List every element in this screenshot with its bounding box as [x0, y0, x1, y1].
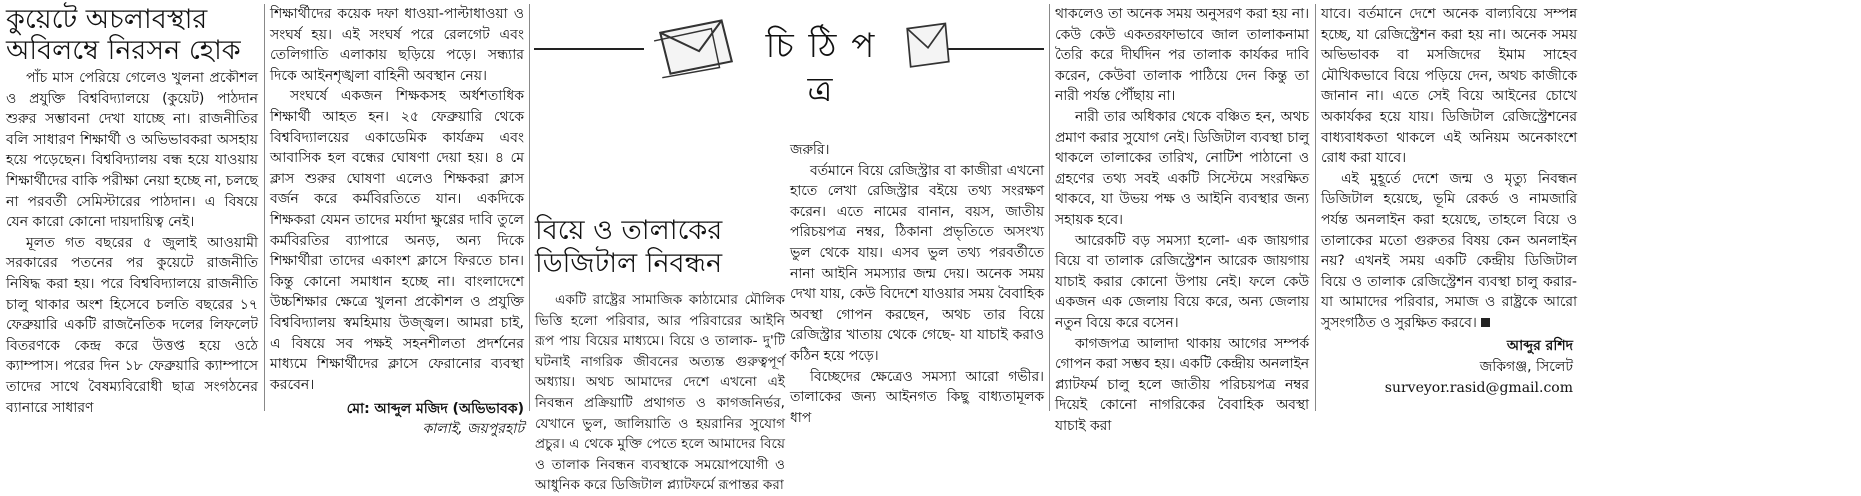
letter2-headline-line2: ডিজিটাল নিবন্ধন [535, 248, 723, 279]
paragraph: পাঁচ মাস পেরিয়ে গেলেও খুলনা প্রকৌশল ও প্রযুক্তি বিশ্ববিদ্যালয়ে (কুয়েট) পাঠদান শুরুর সম্ভাবনা দেখা যাচ্ছে না। রাজনীতির বলি সাধারণ শিক্ষার্থী ও অভিভাবকরা অসহায় হয়ে পড়েছেন। বিশ্ববিদ্যালয় বন্ধ হয়ে যাওয়ায় শিক্ষার্থীদের বাকি পরীক্ষা নেয়া হচ্ছে না, চলছে না পরবর্তী সেমিস্টারের পাঠদান। এ বিষয়ে যেন কারো কোনো দায়দায়িত্ব নেই। [6, 70, 258, 231]
letter2-column-c [1055, 0, 1309, 434]
column-divider [264, 4, 265, 411]
signature-email: surveyor.rasid@gmail.com [1384, 380, 1573, 396]
letter2-column-b [790, 140, 1044, 428]
letter1-headline-line1: কুয়েটে অচলাবস্থার [6, 4, 208, 35]
banner-title: চি ঠি প ত্র [765, 26, 877, 110]
paragraph: যাবে। বর্তমানে দেশে অনেক বাল্যবিয়ে সম্পন্ন হচ্ছে, যা রেজিস্ট্রেশন করা হয় না। অনেক সময় অভিভাবক বা মসজিদের ইমাম সাহেব মৌখিকভাবে বিয়ে পড়িয়ে দেন, অথচ কাজীকে জানান না। এতে সেই বিয়ে আইনের চোখে অকার্যকর হয়ে যায়। ডিজিটাল রেজিস্ট্রেশনের বাধ্যবাধকতা থাকলে এই অনিয়ম অনেকাংশে রোধ করা যাবে। [1321, 6, 1577, 167]
paragraph: কাগজপত্র আলাদা থাকায় আগের সম্পর্ক গোপন করা সম্ভব হয়। একটি কেন্দ্রীয় অনলাইন প্ল্যাটফর্ম চালু হলে জাতীয় পরিচয়পত্র নম্বর দিয়েই কোনো নাগরিকের বৈবাহিক অবস্থা যাচাই করা [1055, 335, 1309, 434]
paragraph: সংঘর্ষে একজন শিক্ষকসহ অর্ধশতাধিক শিক্ষার্থী আহত হন। ২৫ ফেব্রুয়ারি থেকে বিশ্ববিদ্যালয়ের একাডেমিক কার্যক্রম এবং আবাসিক হল বন্ধের ঘোষণা দেয়া হয়। ৪ মে ক্লাস শুরুর ঘোষণা এলেও শিক্ষকরা ক্লাস বর্জন করে কর্মবিরতিতে যান। একদিকে শিক্ষকরা যেমন তাদের মর্যাদা ক্ষুণ্ণের দাবি তুলে কর্মবিরতির ব্যাপারে অনড়, অন্য দিকে শিক্ষার্থীরা তাদের একাংশ ক্লাসে ফিরতে চান। কিন্তু কোনো সমাধান হচ্ছে না। বাংলাদেশে উচ্চশিক্ষার ক্ষেত্রে খুলনা প্রকৌশল ও প্রযুক্তি বিশ্ববিদ্যালয় স্বমহিমায় উজ্জ্বল। আমরা চাই, এ বিষয়ে সব পক্ষই সহনশীলতা প্রদর্শনের মাধ্যমে শিক্ষার্থীদের ক্লাসে ফেরানোর ব্যবস্থা করবেন। [270, 88, 524, 393]
letter1-body [6, 68, 258, 418]
paragraph [1321, 169, 1577, 334]
paragraph: জরুরি। [790, 142, 830, 158]
paragraph: শিক্ষার্থীদের কয়েক দফা ধাওয়া-পাল্টাধাওয়া ও সংঘর্ষ হয়। এই সংঘর্ষ পরে রেলগেট এবং তেলিগাতি এলাকায় ছড়িয়ে পড়ে। সন্ধ্যার দিকে আইনশৃঙ্খলা বাহিনী অবস্থান নেয়। [270, 6, 524, 84]
column-divider [1315, 4, 1316, 411]
letter2-headline-line1: বিয়ে ও তালাকের [535, 215, 723, 246]
envelope-icon [650, 14, 742, 76]
banner-line-right [944, 48, 1044, 50]
letter1-headline [6, 4, 258, 66]
letter2-body-d [1321, 4, 1577, 334]
signature-place: কালাই, জয়পুরহাট [422, 421, 524, 438]
paragraph: থাকলেও তা অনেক সময় অনুসরণ করা হয় না। কেউ কেউ একতরফাভাবে জাল তালাকনামা তৈরি করে দীর্ঘদিন পর তালাক কার্যকর দাবি করেন, কেউবা তালাক পাঠিয়ে দেন কিন্তু তা নারী পর্যন্ত পৌঁছায় না। [1055, 6, 1309, 105]
paragraph: বর্তমানে বিয়ে রেজিস্ট্রার বা কাজীরা এখনো হাতে লেখা রেজিস্ট্রার বইয়ে তথ্য সংরক্ষণ করেন। এতে নামের বানান, বয়স, জাতীয় পরিচয়পত্র নম্বর, ঠিকানা প্রভৃতিতে অসংখ্য ভুল থেকে যায়। এসব ভুল তথ্য পরবর্তীতে নানা আইনি সমস্যার জন্ম দেয়। অনেক সময় দেখা যায়, কেউ বিদেশে যাওয়ার সময় বৈবাহিক অবস্থা গোপন করছেন, অথচ তার বিয়ে রেজিস্ট্রার খাতায় থেকে গেছে- যা যাচাই করাও কঠিন হয়ে পড়ে। [790, 162, 1044, 364]
signature-place: জকিগঞ্জ, সিলেট [1479, 359, 1573, 375]
letter2-signature [1385, 336, 1573, 399]
paragraph: মূলত গত বছরের ৫ জুলাই আওয়ামী সরকারের পতনের পর কুয়েটে রাজনীতি নিষিদ্ধ করা হয়। পরে বিশ্ববিদ্যালয়ে রাজনীতি চালু থাকার অংশ হিসেবে চলতি বছরের ১৭ ফেব্রুয়ারি একটি রাজনৈতিক দলের লিফলেট বিতরণকে কেন্দ্র করে উত্তপ্ত হয়ে ওঠে ক্যাম্পাস। পরের দিন ১৮ ফেব্রুয়ারি ক্যাম্পাসে তাদের সাথে বৈষম্যবিরোধী ছাত্র সংগঠনের ব্যানারে সাধারণ [6, 234, 258, 416]
column-divider [1049, 4, 1050, 411]
letter1-continuation-column [270, 0, 524, 438]
banner-line-left [534, 48, 644, 50]
paragraph-text: এই মুহূর্তে দেশে জন্ম ও মৃত্যু নিবন্ধন ডিজিটাল হয়েছে, ভূমি রেকর্ড ও নামজারি পর্যন্ত অনলাইন করা হয়েছে, তাহলে বিয়ে ও তালাকের মতো গুরুতর বিষয় কেন অনলাইন নয়? এখনই সময় একটি কেন্দ্রীয় ডিজিটাল বিয়ে ও তালাক রেজিস্ট্রেশন ব্যবস্থা চালু করার- যা আমাদের পরিবার, সমাজ ও রাষ্ট্রকে আরো সুসংগঠিত ও সুরক্ষিত করবে। [1321, 170, 1577, 331]
column-divider [529, 4, 530, 411]
letter1-signature [270, 399, 524, 439]
letter2-column-a [535, 214, 785, 496]
paragraph: আরেকটি বড় সমস্যা হলো- এক জায়গার বিয়ে বা তালাক রেজিস্ট্রেশন আরেক জায়গায় যাচাই করার কোনো উপায় নেই। ফলে কেউ একজন এক জেলায় বিয়ে করে, অন্য জেলায় নতুন বিয়ে করে বসেন। [1055, 232, 1309, 331]
signature-name: মো: আব্দুল মজিদ (অভিভাবক) [346, 401, 524, 418]
paragraph: একটি রাষ্ট্রের সামাজিক কাঠামোর মৌলিক ভিত্তি হলো পরিবার, আর পরিবারের আইনি রূপ পায় বিয়ের মাধ্যমে। বিয়ে ও তালাক- দু'টি ঘটনাই নাগরিক জীবনের অত্যন্ত গুরুত্বপূর্ণ অধ্যায়। অথচ আমাদের দেশে এখনো এই নিবন্ধন প্রক্রিয়াটি প্রথাগত ও কাগজনির্ভর, যেখানে ভুল, জালিয়াতি ও হয়রানির সুযোগ প্রচুর। এ থেকে মুক্তি পেতে হলে আমাদের বিয়ে ও তালাক নিবন্ধন ব্যবস্থাকে সময়োপযোগী ও আধুনিক করে ডিজিটাল প্ল্যাটফর্মে রূপান্তর করা [535, 292, 785, 494]
signature-name: আব্দুর রশিদ [1506, 338, 1573, 354]
letter2-column-d [1321, 0, 1577, 415]
letter2-headline [535, 214, 785, 280]
envelope-icon [902, 16, 954, 76]
letter1-headline-line2: অবিলম্বে নিরসন হোক [6, 35, 241, 66]
letter1-column [6, 0, 258, 418]
paragraph: নারী তার অধিকার থেকে বঞ্চিত হন, অথচ প্রমাণ করার সুযোগ নেই। ডিজিটাল ব্যবস্থা চালু থাকলে তালাকের তারিখ, নোটিশ পাঠানো ও গ্রহণের তথ্য সবই একটি সিস্টেমে সংরক্ষিত থাকবে, যা উভয় পক্ষ ও আইনি ব্যবস্থার জন্য সহায়ক হবে। [1055, 108, 1309, 228]
end-mark-icon [1481, 318, 1490, 327]
letters-banner [534, 6, 1044, 110]
letter2-body-b [790, 140, 1044, 428]
letter2-body-a [535, 290, 785, 496]
letter1-continuation-body [270, 4, 524, 395]
paragraph: বিচ্ছেদের ক্ষেত্রেও সমস্যা আরো গভীর। তালাকের জন্য আইনগত কিছু বাধ্যতামূলক ধাপ [790, 368, 1044, 426]
letter2-body-c [1055, 4, 1309, 436]
